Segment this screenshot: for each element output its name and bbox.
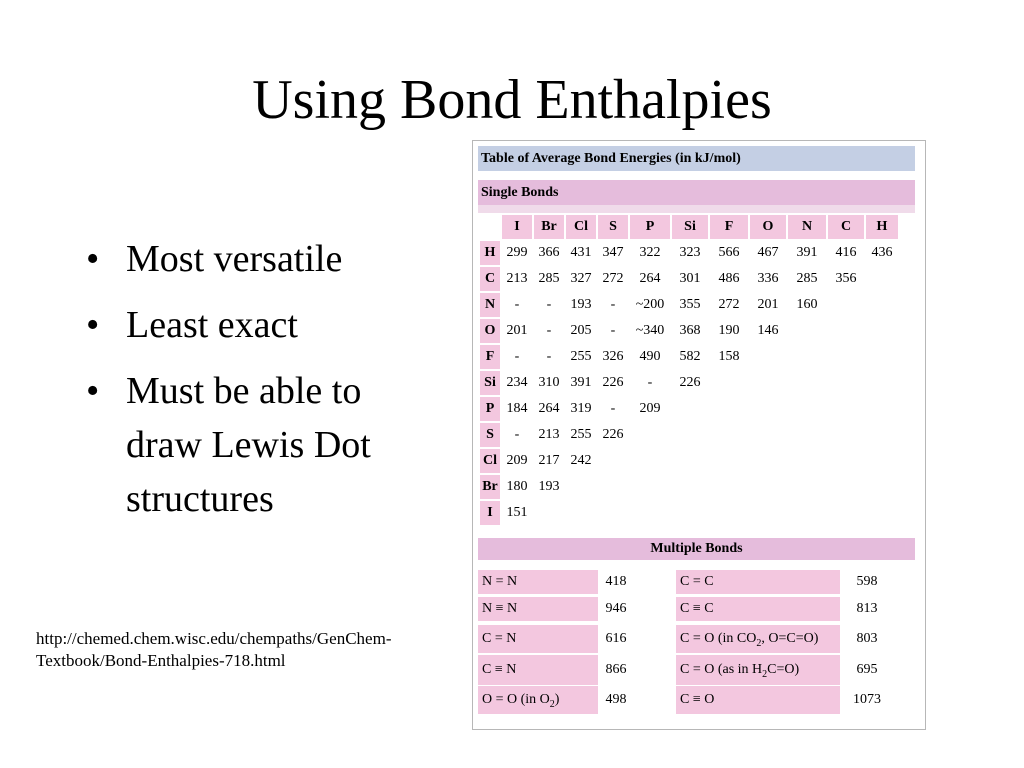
- table-cell: 436: [866, 241, 898, 265]
- table-cell: [828, 345, 864, 369]
- table-cell: 158: [710, 345, 748, 369]
- bond-value: 616: [605, 631, 627, 646]
- table-cell: [788, 371, 826, 395]
- table-cell: [710, 397, 748, 421]
- single-bonds-heading: Single Bonds: [478, 180, 915, 205]
- bond-value: 813: [856, 601, 878, 616]
- table-cell: 226: [598, 423, 628, 447]
- table-cell: 467: [750, 241, 786, 265]
- bond-value: 498: [605, 692, 627, 707]
- table-cell: [866, 475, 898, 499]
- multiple-bonds-heading: Multiple Bonds: [478, 538, 915, 560]
- table-cell: 566: [710, 241, 748, 265]
- table-cell: [750, 371, 786, 395]
- bullet-item: • Least exact: [86, 298, 446, 352]
- table-cell: [598, 449, 628, 473]
- bullet-item: • Most versatile: [86, 232, 446, 286]
- table-cell: 264: [534, 397, 564, 421]
- table-cell: [828, 423, 864, 447]
- table-cell: [672, 423, 708, 447]
- table-cell: 205: [566, 319, 596, 343]
- column-header: P: [630, 215, 670, 239]
- table-cell: 209: [502, 449, 532, 473]
- table-cell: -: [598, 293, 628, 317]
- table-cell: -: [598, 319, 628, 343]
- table-cell: 285: [534, 267, 564, 291]
- table-row: [480, 267, 898, 291]
- table-cell: [630, 501, 670, 525]
- table-cell: [866, 345, 898, 369]
- table-cell: -: [534, 345, 564, 369]
- table-cell: 217: [534, 449, 564, 473]
- table-cell: 226: [672, 371, 708, 395]
- table-cell: 226: [598, 371, 628, 395]
- bond-value: 803: [856, 631, 878, 646]
- row-header: C: [480, 267, 500, 291]
- column-header: Si: [672, 215, 708, 239]
- table-cell: 431: [566, 241, 596, 265]
- table-cell: [566, 475, 596, 499]
- table-cell: 242: [566, 449, 596, 473]
- table-cell: [866, 293, 898, 317]
- table-cell: 255: [566, 423, 596, 447]
- row-header: F: [480, 345, 500, 369]
- bond-value: 1073: [853, 692, 881, 707]
- table-cell: [672, 475, 708, 499]
- bullet-item: • Must be able to draw Lewis Dot structures: [86, 364, 446, 526]
- table-cell: 347: [598, 241, 628, 265]
- table-cell: 193: [534, 475, 564, 499]
- bond-label: C ≡ O: [676, 686, 840, 714]
- table-cell: 264: [630, 267, 670, 291]
- row-header: I: [480, 501, 500, 525]
- row-header: O: [480, 319, 500, 343]
- table-cell: [828, 397, 864, 421]
- row-header: N: [480, 293, 500, 317]
- multiple-bond-row: [478, 570, 915, 598]
- table-cell: [866, 267, 898, 291]
- table-cell: [750, 345, 786, 369]
- table-cell: 301: [672, 267, 708, 291]
- table-cell: 391: [566, 371, 596, 395]
- bond-value: 598: [856, 574, 878, 589]
- bond-label: N ≡ N: [478, 597, 598, 621]
- table-cell: 322: [630, 241, 670, 265]
- table-cell: [710, 371, 748, 395]
- table-cell: [630, 475, 670, 499]
- table-cell: [630, 423, 670, 447]
- table-row: [480, 371, 898, 395]
- column-header: H: [866, 215, 898, 239]
- table-cell: 272: [598, 267, 628, 291]
- row-header: Si: [480, 371, 500, 395]
- table-cell: [828, 319, 864, 343]
- table-cell: [598, 501, 628, 525]
- bond-label: C = N: [478, 625, 598, 653]
- table-row: [480, 345, 898, 369]
- table-cell: [866, 371, 898, 395]
- table-cell: [630, 449, 670, 473]
- table-cell: 255: [566, 345, 596, 369]
- bond-label: C ≡ C: [676, 597, 840, 621]
- table-cell: [710, 423, 748, 447]
- table-cell: [788, 319, 826, 343]
- row-header: Br: [480, 475, 500, 499]
- table-cell: 366: [534, 241, 564, 265]
- table-cell: 180: [502, 475, 532, 499]
- table-row: [480, 319, 898, 343]
- table-cell: [750, 475, 786, 499]
- source-url: http://chemed.chem.wisc.edu/chempaths/GenChem-Textbook/Bond-Enthalpies-718.html: [36, 629, 392, 670]
- bond-energy-table: [472, 140, 926, 730]
- table-cell: [710, 501, 748, 525]
- table-cell: [788, 423, 826, 447]
- bond-value: 866: [605, 662, 627, 677]
- table-cell: 201: [502, 319, 532, 343]
- row-header: Cl: [480, 449, 500, 473]
- table-cell: [866, 501, 898, 525]
- table-cell: [828, 475, 864, 499]
- table-cell: 327: [566, 267, 596, 291]
- table-cell: [750, 423, 786, 447]
- table-row: [480, 423, 898, 447]
- row-header: H: [480, 241, 500, 265]
- table-cell: 416: [828, 241, 864, 265]
- table-cell: [672, 501, 708, 525]
- table-cell: [710, 449, 748, 473]
- column-header: I: [502, 215, 532, 239]
- bond-value: 418: [605, 574, 627, 589]
- table-cell: 213: [502, 267, 532, 291]
- bond-label: C = O (as in $H_2C=O$): [676, 655, 840, 685]
- multiple-bond-row: [478, 625, 915, 653]
- column-header: Br: [534, 215, 564, 239]
- table-cell: [866, 397, 898, 421]
- bond-label: C = O (in $CO_2$, O=C=O): [676, 625, 840, 653]
- bond-label: O = O (in $O_2$): [478, 686, 598, 714]
- column-header: F: [710, 215, 748, 239]
- table-row: [480, 293, 898, 317]
- bond-value: 946: [605, 601, 627, 616]
- table-cell: ~200: [630, 293, 670, 317]
- table-cell: -: [598, 397, 628, 421]
- corner-cell: [480, 215, 500, 239]
- table-cell: [788, 501, 826, 525]
- table-cell: [866, 449, 898, 473]
- table-cell: [866, 423, 898, 447]
- table-cell: -: [502, 293, 532, 317]
- table-cell: [828, 449, 864, 473]
- table-title: Table of Average Bond Energies (in kJ/mol): [478, 146, 915, 171]
- bond-label: N = N: [478, 570, 598, 594]
- table-cell: -: [534, 319, 564, 343]
- table-cell: 193: [566, 293, 596, 317]
- table-cell: 326: [598, 345, 628, 369]
- row-header: S: [480, 423, 500, 447]
- table-cell: 234: [502, 371, 532, 395]
- table-cell: 490: [630, 345, 670, 369]
- slide-title: Using Bond Enthalpies: [252, 69, 772, 131]
- table-cell: [828, 501, 864, 525]
- table-cell: ~340: [630, 319, 670, 343]
- table-row: [480, 397, 898, 421]
- table-cell: 160: [788, 293, 826, 317]
- multiple-bond-row: [478, 686, 915, 714]
- table-cell: 201: [750, 293, 786, 317]
- table-cell: 213: [534, 423, 564, 447]
- table-cell: 355: [672, 293, 708, 317]
- table-cell: [534, 501, 564, 525]
- column-header: Cl: [566, 215, 596, 239]
- table-cell: 209: [630, 397, 670, 421]
- table-cell: 190: [710, 319, 748, 343]
- single-bonds-table: [478, 213, 900, 527]
- table-cell: -: [502, 423, 532, 447]
- bond-value: 695: [856, 662, 878, 677]
- column-header: N: [788, 215, 826, 239]
- column-header: O: [750, 215, 786, 239]
- table-row: [480, 241, 898, 265]
- column-header: S: [598, 215, 628, 239]
- table-cell: 285: [788, 267, 826, 291]
- table-row: [480, 501, 898, 525]
- table-cell: 323: [672, 241, 708, 265]
- table-cell: [566, 501, 596, 525]
- table-cell: -: [630, 371, 670, 395]
- heading-strip: [478, 205, 915, 213]
- table-cell: [750, 397, 786, 421]
- table-cell: 319: [566, 397, 596, 421]
- table-cell: 368: [672, 319, 708, 343]
- table-cell: 310: [534, 371, 564, 395]
- table-cell: [598, 475, 628, 499]
- table-cell: [788, 345, 826, 369]
- table-cell: [788, 475, 826, 499]
- table-cell: 336: [750, 267, 786, 291]
- bond-label: C = C: [676, 570, 840, 594]
- table-row: [480, 475, 898, 499]
- multiple-bond-row: [478, 655, 915, 683]
- bond-label: C ≡ N: [478, 655, 598, 685]
- table-row: [480, 449, 898, 473]
- table-cell: [828, 293, 864, 317]
- table-cell: 151: [502, 501, 532, 525]
- table-cell: 486: [710, 267, 748, 291]
- table-cell: 299: [502, 241, 532, 265]
- table-cell: 272: [710, 293, 748, 317]
- multiple-bond-row: [478, 597, 915, 625]
- table-cell: 184: [502, 397, 532, 421]
- table-cell: [788, 449, 826, 473]
- column-header: C: [828, 215, 864, 239]
- table-cell: [750, 449, 786, 473]
- table-cell: [828, 371, 864, 395]
- table-cell: 582: [672, 345, 708, 369]
- row-header: P: [480, 397, 500, 421]
- table-cell: [750, 501, 786, 525]
- table-cell: [866, 319, 898, 343]
- bullet-list: [86, 232, 446, 538]
- table-cell: 391: [788, 241, 826, 265]
- table-cell: [710, 475, 748, 499]
- table-cell: -: [502, 345, 532, 369]
- table-cell: [788, 397, 826, 421]
- table-cell: 356: [828, 267, 864, 291]
- table-cell: [672, 449, 708, 473]
- table-cell: [672, 397, 708, 421]
- table-cell: -: [534, 293, 564, 317]
- table-cell: 146: [750, 319, 786, 343]
